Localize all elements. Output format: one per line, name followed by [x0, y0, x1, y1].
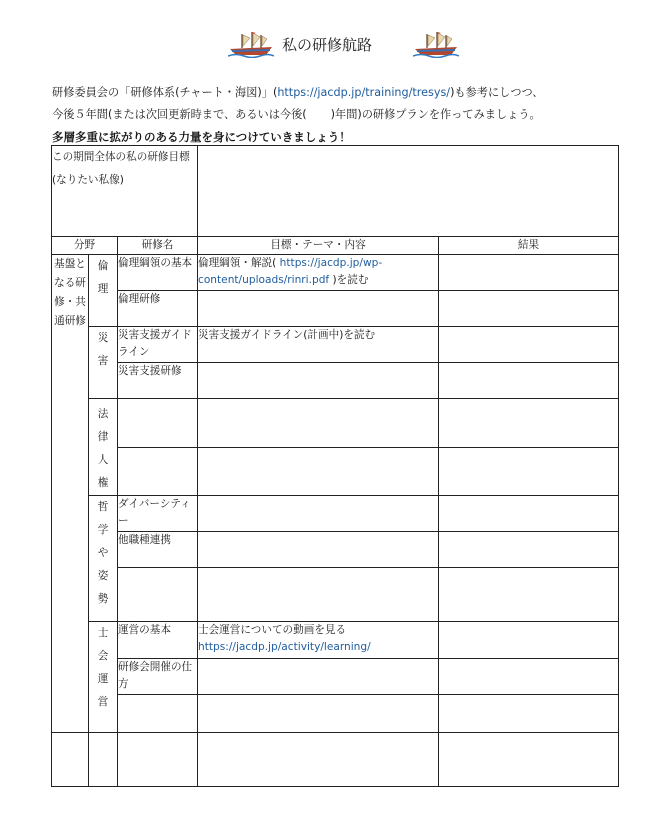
table-row [52, 327, 619, 363]
header-goal: 目標・テーマ・内容 [198, 237, 439, 255]
table-row [52, 496, 619, 532]
title-row [0, 30, 657, 62]
course-cell[interactable] [118, 733, 198, 787]
header-row [52, 237, 619, 255]
goal-cell[interactable] [198, 532, 439, 568]
table-row [52, 568, 619, 622]
goal-cell[interactable] [198, 733, 439, 787]
training-system-link[interactable]: https://jacdp.jp/training/tresys/ [277, 86, 451, 99]
goal-label: この期間全体の私の研修目標(なりたい私像) [52, 146, 198, 237]
course-cell[interactable] [118, 695, 198, 733]
result-cell[interactable] [439, 622, 619, 659]
header-result: 結果 [439, 237, 619, 255]
motto-text: 多層多重に拡がりのある力量を身につけていきましょう！ [52, 130, 351, 144]
result-cell[interactable] [439, 255, 619, 291]
training-plan-table [51, 145, 619, 787]
learning-video-link[interactable]: https://jacdp.jp/activity/learning/ [198, 641, 371, 653]
table-row [52, 695, 619, 733]
intro-line-2: 今後５年間(または次回更新時まで、あるいは今後( )年間)の研修プランを作ってみましょう。 [52, 108, 541, 121]
course-management-basic: 運営の基本 [118, 622, 198, 659]
result-cell[interactable] [439, 496, 619, 532]
subcategory-philosophy: 哲学や姿勢 [89, 496, 118, 622]
table-row [52, 447, 619, 496]
header-field: 分野 [52, 237, 118, 255]
result-cell[interactable] [439, 363, 619, 399]
page-title: 私の研修航路 [282, 36, 373, 54]
result-cell[interactable] [439, 733, 619, 787]
course-collaboration: 他職種連携 [118, 532, 198, 568]
goal-cell[interactable] [198, 399, 439, 448]
result-cell[interactable] [439, 695, 619, 733]
table-row [52, 532, 619, 568]
result-cell[interactable] [439, 327, 619, 363]
course-cell[interactable] [118, 447, 198, 496]
goal-management-basic[interactable]: 士会運営についての動画を見る https://jacdp.jp/activity/learning/ [198, 622, 439, 659]
result-cell[interactable] [439, 447, 619, 496]
goal-cell[interactable] [198, 695, 439, 733]
subcategory-ethics: 倫理 [89, 255, 118, 327]
goal-ethics-basic[interactable]: 倫理綱領・解説( https://jacdp.jp/wp-content/uploads/rinri.pdf )を読む [198, 255, 439, 291]
course-disaster-training: 災害支援研修 [118, 363, 198, 399]
subcategory-disaster: 災害 [89, 327, 118, 399]
intro-line-1: 研修委員会の「研修体系(チャート・海図)」(https://jacdp.jp/training/tresys/)も参考にしつつ、 [52, 86, 544, 99]
table-row [52, 399, 619, 448]
subfield-cell[interactable] [89, 733, 118, 787]
table-row [52, 255, 619, 291]
course-ethics-training: 倫理研修 [118, 291, 198, 327]
goal-disaster-guideline[interactable]: 災害支援ガイドライン(計画中)を読む [198, 327, 439, 363]
field-cell[interactable] [52, 733, 89, 787]
course-cell[interactable] [118, 399, 198, 448]
table-row [52, 622, 619, 659]
ethics-pdf-link[interactable]: https://jacdp.jp/wp-content/uploads/rinri.pdf [198, 257, 383, 286]
subcategory-law: 法律人権 [89, 399, 118, 496]
goal-cell[interactable] [198, 447, 439, 496]
goal-cell[interactable] [198, 363, 439, 399]
intro-text [52, 82, 652, 126]
course-diversity: ダイバーシティー [118, 496, 198, 532]
header-course: 研修名 [118, 237, 198, 255]
course-management-course: 研修会開催の仕方 [118, 659, 198, 695]
sailing-ship-icon [228, 30, 274, 58]
subcategory-management: 士会運営 [89, 622, 118, 733]
goal-row [52, 146, 619, 237]
category-main: 基盤となる研修・共通研修 [52, 255, 89, 733]
course-disaster-guideline: 災害支援ガイドライン [118, 327, 198, 363]
table-row [52, 291, 619, 327]
goal-cell[interactable] [198, 291, 439, 327]
result-cell[interactable] [439, 291, 619, 327]
goal-input-cell[interactable] [198, 146, 619, 237]
table-row [52, 659, 619, 695]
table-row [52, 363, 619, 399]
goal-cell[interactable] [198, 496, 439, 532]
result-cell[interactable] [439, 568, 619, 622]
sailing-ship-icon [413, 30, 459, 58]
result-cell[interactable] [439, 399, 619, 448]
result-cell[interactable] [439, 532, 619, 568]
course-ethics-basic: 倫理綱領の基本 [118, 255, 198, 291]
goal-cell[interactable] [198, 659, 439, 695]
result-cell[interactable] [439, 659, 619, 695]
goal-cell[interactable] [198, 568, 439, 622]
table-row [52, 733, 619, 787]
course-cell[interactable] [118, 568, 198, 622]
